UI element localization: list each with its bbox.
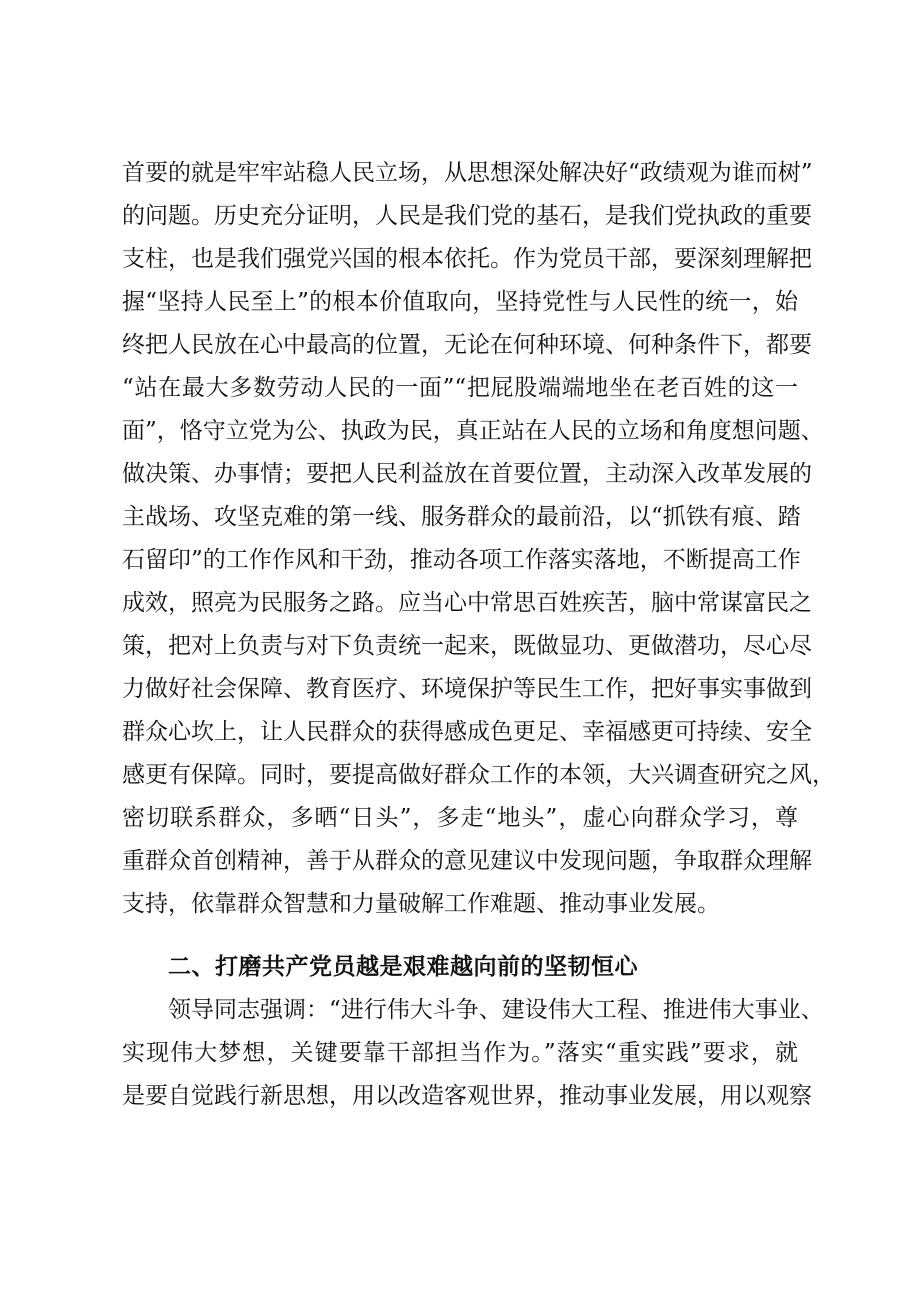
paragraph-line: 是要自觉践行新思想，用以改造客观世界，推动事业发展，用以观察 [122, 1083, 812, 1109]
paragraph-line: 面”，恪守立党为公、执政为民，真正站在人民的立场和角度想问题、 [122, 418, 824, 444]
paragraph-line: 主战场、攻坚克难的第一线、服务群众的最前沿，以“抓铁有痕、踏 [122, 504, 801, 530]
paragraph-line: 密切联系群众，多晒“日头”，多走“地头”，虚心向群众学习，尊 [122, 805, 798, 831]
paragraph-line: 群众心坎上，让人民群众的获得感成色更足、幸福感更可持续、安全 [122, 719, 812, 745]
paragraph-line: 握“坚持人民至上”的根本价值取向，坚持党性与人民性的统一，始 [122, 289, 798, 315]
paragraph-line: 的问题。历史充分证明，人民是我们党的基石，是我们党执政的重要 [122, 203, 812, 229]
paragraph-line: 实现伟大梦想，关键要靠干部担当作为。”落实“重实践”要求，就 [122, 1040, 798, 1066]
paragraph-line: 领导同志强调：“进行伟大斗争、建设伟大工程、推进伟大事业、 [168, 997, 824, 1023]
paragraph-line: 支柱，也是我们强党兴国的根本依托。作为党员干部，要深刻理解把 [122, 246, 812, 272]
paragraph-line: 首要的就是牢牢站稳人民立场，从思想深处解决好“政绩观为谁而树” [122, 160, 813, 186]
paragraph-line: 成效，照亮为民服务之路。应当心中常思百姓疾苦，脑中常谋富民之 [122, 590, 812, 616]
paragraph-line: 感更有保障。同时，要提高做好群众工作的本领，大兴调查研究之风， [122, 762, 835, 788]
paragraph-line: 终把人民放在心中最高的位置，无论在何种环境、何种条件下，都要 [122, 332, 812, 358]
paragraph-line: 重群众首创精神，善于从群众的意见建议中发现问题，争取群众理解 [122, 848, 812, 874]
paragraph-line: 力做好社会保障、教育医疗、环境保护等民生工作，把好事实事做到 [122, 676, 812, 702]
paragraph-line: 策，把对上负责与对下负责统一起来，既做显功、更做潜功，尽心尽 [122, 633, 812, 659]
paragraph-line: 支持，依靠群众智慧和力量破解工作难题、推动事业发展。 [122, 891, 720, 917]
paragraph-line: “站在最大多数劳动人民的一面”“把屁股端端地坐在老百姓的这一 [122, 375, 798, 401]
paragraph-line: 做决策、办事情；要把人民利益放在首要位置，主动深入改革发展的 [122, 461, 812, 487]
paragraph-line: 石留印”的工作作风和干劲，推动各项工作落实落地，不断提高工作 [122, 547, 801, 573]
section-heading: 二、打磨共产党员越是艰难越向前的坚韧恒心 [168, 954, 638, 980]
